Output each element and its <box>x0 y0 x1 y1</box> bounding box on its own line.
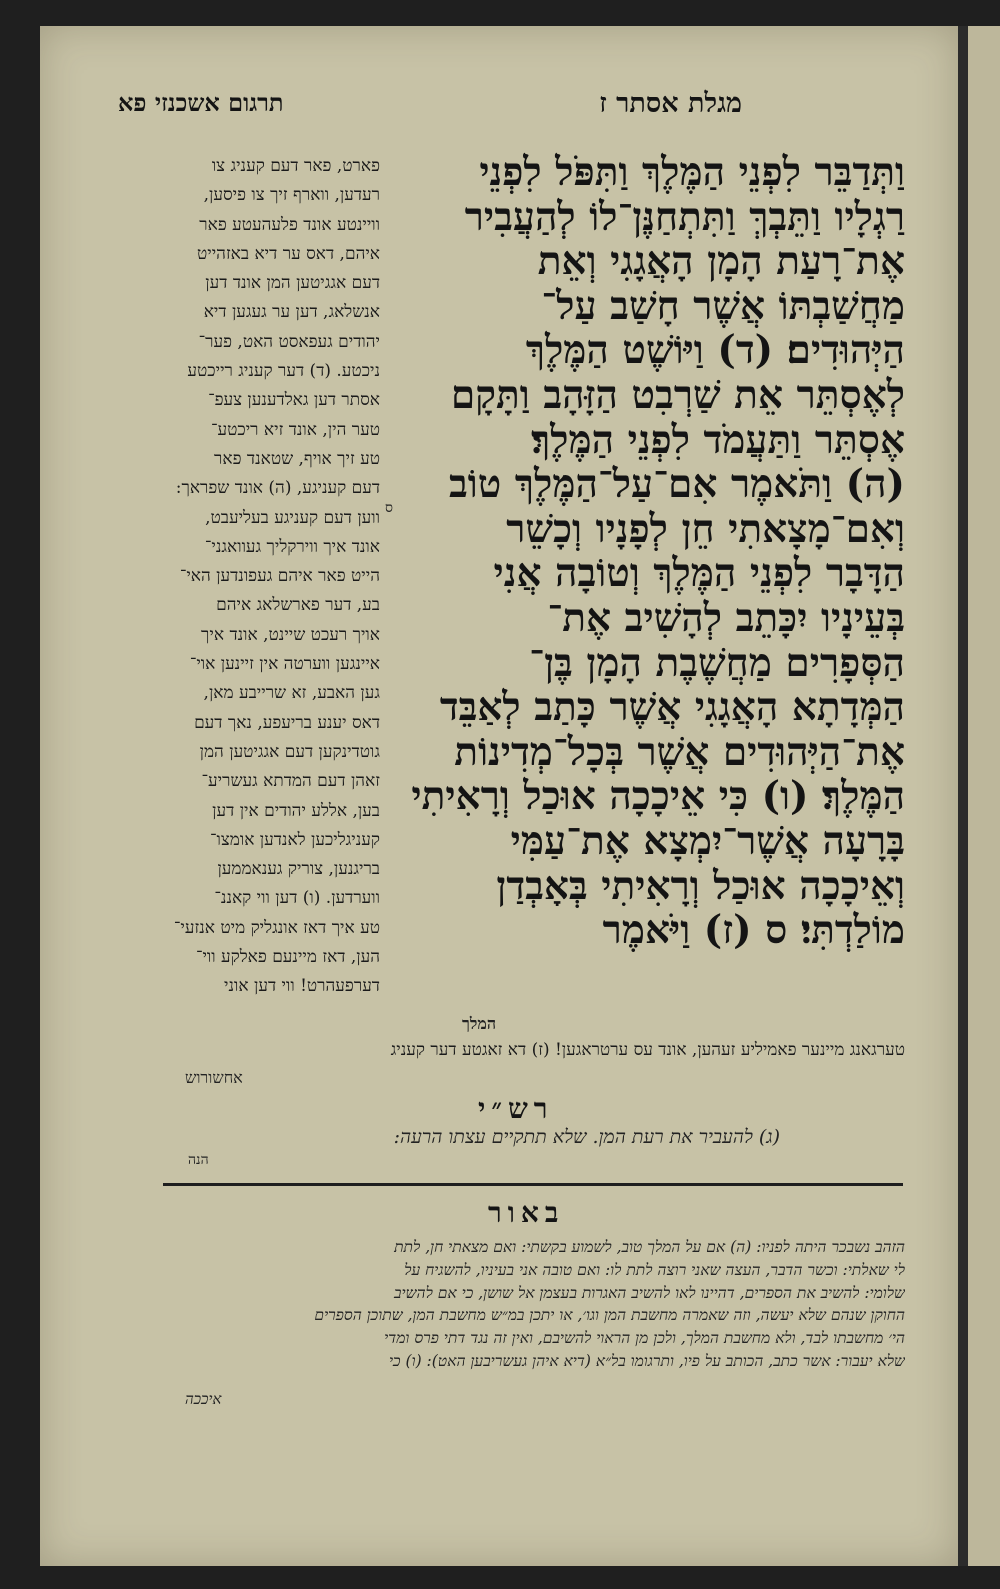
biur-line: הי׳ מחשבתו לבד, ולא מחשבת המלך, ולכן מן הראוי להשיבם, ואין זה נגד דתי פרס ומדי <box>384 1329 905 1348</box>
hebrew-line: אֶת־רָעַת הָמָן הָאֲגָגִי וְאֵת <box>537 239 905 284</box>
hebrew-line: בְּעֵינָיו יִכָּתֵב לְהָשִׁיב אֶת־ <box>547 595 905 641</box>
yiddish-line: יהודים געפאסט האט, פער־ <box>198 331 380 352</box>
yiddish-line: פארט, פאר דעם קעניג צו <box>211 156 380 176</box>
biur-line: לי שאלתי: וכשר הדבר, העצה שאני רוצה לתת לו: ואם טובה אני בעיניו, להשגיח על <box>404 1260 905 1279</box>
hebrew-line: וְאִם־מָצָאתִי חֵן לְפָנָיו וְכָשֵׁר <box>506 506 905 552</box>
rashi-heading: רש״י <box>478 1092 554 1125</box>
yiddish-line: אנשלאג, דען ער געגען דיא <box>203 302 380 323</box>
biur-line: שלומי: להשיב את הספרים, דהיינו לאו להשיב האגרות בעצמן אל שושן, כי אם להשיב <box>393 1283 905 1302</box>
yiddish-line: איהם, דאס ער דיא באזהייט <box>196 243 380 264</box>
yiddish-full-width-line: טערגאנג מיינער פאמיליע זעהען, אונד עס ערטראגען! (ז) דא זאגטע דער קעניג <box>390 1040 905 1060</box>
yiddish-line: ווען דעם קעניגע בעליעבט, <box>205 507 380 528</box>
hebrew-line: וַתְּדַבֵּר לִפְנֵי הַמֶּלֶךְ וַתִּפֹּל לִפְנֵי <box>479 150 905 195</box>
yiddish-line: גען האבע, זא שרייבע מאן, <box>203 683 380 704</box>
rashi-catchword: הנה <box>188 1152 209 1168</box>
yiddish-line: וויינטע אונד פלעהעטע פאר <box>199 214 380 235</box>
yiddish-line: בע, דער פארשלאג איהם <box>216 595 380 616</box>
yiddish-line: טע איך דאז אונגליק מיט אנזעי־ <box>173 917 380 938</box>
rashi-commentary: (ג) להעביר את רעת המן. שלא תתקיים עצתו הרעה: <box>393 1126 780 1148</box>
yiddish-translation-column <box>150 152 380 1032</box>
yiddish-line: איינגען ווערטה אין זיינען אוי־ <box>189 654 380 675</box>
hebrew-main-text <box>390 150 905 1030</box>
yiddish-line: בריגנען, צוריק גענאממען <box>217 859 380 880</box>
hebrew-line: בָּרָעָה אֲשֶׁר־יִמְצָא אֶת־עַמִּי <box>510 818 905 864</box>
running-header-left: תרגום אשכנזי פא <box>118 88 284 117</box>
biur-line: החוקן שנהם שלא יעשה, וזה שאמרה מחשבת המן וגו׳, או יתכן במ״ש מחשבת המן, שתוכן הספרים <box>314 1306 905 1325</box>
yiddish-catchword: אחשורוש <box>185 1068 243 1087</box>
yiddish-line: הען, דאז מיינעם פאלקע ווי־ <box>195 947 380 968</box>
biur-line: הזהב נשבכר היתה לפניו: (ה) אם על המלך טוב, לשמוע בקשתי: ואם מצאתי חן, לתת <box>394 1238 905 1256</box>
yiddish-line: רעדען, ווארף זיך צו פיסען, <box>203 185 380 206</box>
hebrew-line: הַמְּדָתָא הָאֲגָגִי אֲשֶׁר כָּתַב לְאַבֵּד <box>439 685 905 730</box>
yiddish-line: דערפעהרט! ווי דען אוני <box>224 976 380 997</box>
hebrew-line: רַגְלָיו וַתֵּבְךְּ וַתִּתְחַנֶּן־לוֹ לְהַעֲבִיר <box>464 194 905 240</box>
yiddish-line: דעם קעניגע, (ה) אונד שפראך: <box>175 478 380 499</box>
running-header-right: מגלת אסתר ז <box>599 88 742 119</box>
yiddish-line: טע זיך אויף, שטאנד פאר <box>214 448 380 469</box>
hebrew-line: אֶסְתֵּר וַתַּעֲמֹד לִפְנֵי הַמֶּלֶךְ׃ <box>531 417 905 463</box>
hebrew-line: (ה) וַתֹּאמֶר אִם־עַל־הַמֶּלֶךְ טוֹב <box>449 462 905 507</box>
hebrew-catchword: המלך <box>462 1014 497 1033</box>
hebrew-line: הַמֶּלֶךְ׃ (ו) כִּי אֵיכָכָה אוּכַל וְרָאִיתִי <box>411 774 905 819</box>
biur-commentary <box>160 1236 905 1373</box>
adjacent-page-edge <box>968 26 1000 1566</box>
section-divider <box>163 1183 903 1186</box>
hebrew-line: לְאֶסְתֵּר אֵת שַׁרְבִט הַזָּהָב וַתָּקָם <box>450 372 905 418</box>
hebrew-line: הַסְּפָרִים מַחֲשֶׁבֶת הָמָן בֶּן־ <box>529 640 905 686</box>
yiddish-line: אסתר דען גאלדענען צעפ־ <box>208 390 380 411</box>
yiddish-line: ניכטע. (ד) דער קעניג רייכטע <box>187 361 380 382</box>
hebrew-line: וְאֵיכָכָה אוּכַל וְרָאִיתִי בְּאָבְדַן <box>496 863 905 909</box>
yiddish-line: אויך רעכט שיינט, אונד איך <box>201 624 380 645</box>
hebrew-line: הַדָּבָר לִפְנֵי הַמֶּלֶךְ וְטוֹבָה אֲנִי <box>493 551 905 596</box>
hebrew-line: מַחֲשַׁבְתּוֹ אֲשֶׁר חָשַׁב עַל־ <box>541 283 905 329</box>
hebrew-line: הַיְּהוּדִים׃ (ד) וַיּוֹשֶׁט הַמֶּלֶךְ <box>525 328 905 373</box>
hebrew-line: אֶת־הַיְּהוּדִים אֲשֶׁר בְּכָל־מְדִינוֹת <box>454 729 905 775</box>
biur-heading: באור <box>488 1196 565 1229</box>
yiddish-line: בען, אללע יהודים אין דען <box>212 800 380 821</box>
yiddish-line: גוטדינקען דעם אגגיטען המן <box>199 741 380 762</box>
yiddish-line: ווערדען. (ו) דען ווי קאננ־ <box>214 888 380 909</box>
yiddish-line: דעם אגגיטען המן אונד דען <box>205 273 380 294</box>
yiddish-line: טער הין, אונד זיא ריכטע־ <box>211 419 380 440</box>
hebrew-line: מוֹלַדְתִּי׃ ס (ז) וַיֹּאמֶר <box>602 908 905 953</box>
yiddish-line: זאהן דעם המדתא געשריע־ <box>201 771 380 792</box>
yiddish-line: דאס יענע בריעפע, נאך דעם <box>194 712 380 733</box>
biur-line: שלא יעבור: אשר כתב, הכותב על פיו, ותרגומו בל״א (דיא איהן געשריבען האט): (ו) כי <box>388 1351 905 1370</box>
margin-mark: ס <box>385 500 393 516</box>
yiddish-line: הייט פאר איהם געפונדען האי־ <box>179 566 380 587</box>
yiddish-line: קעניגליכען לאנדען אומצו־ <box>210 829 380 850</box>
biur-catchword: איככה <box>185 1390 222 1408</box>
yiddish-line: אונד איך ווירקליך געוואגני־ <box>204 536 380 557</box>
